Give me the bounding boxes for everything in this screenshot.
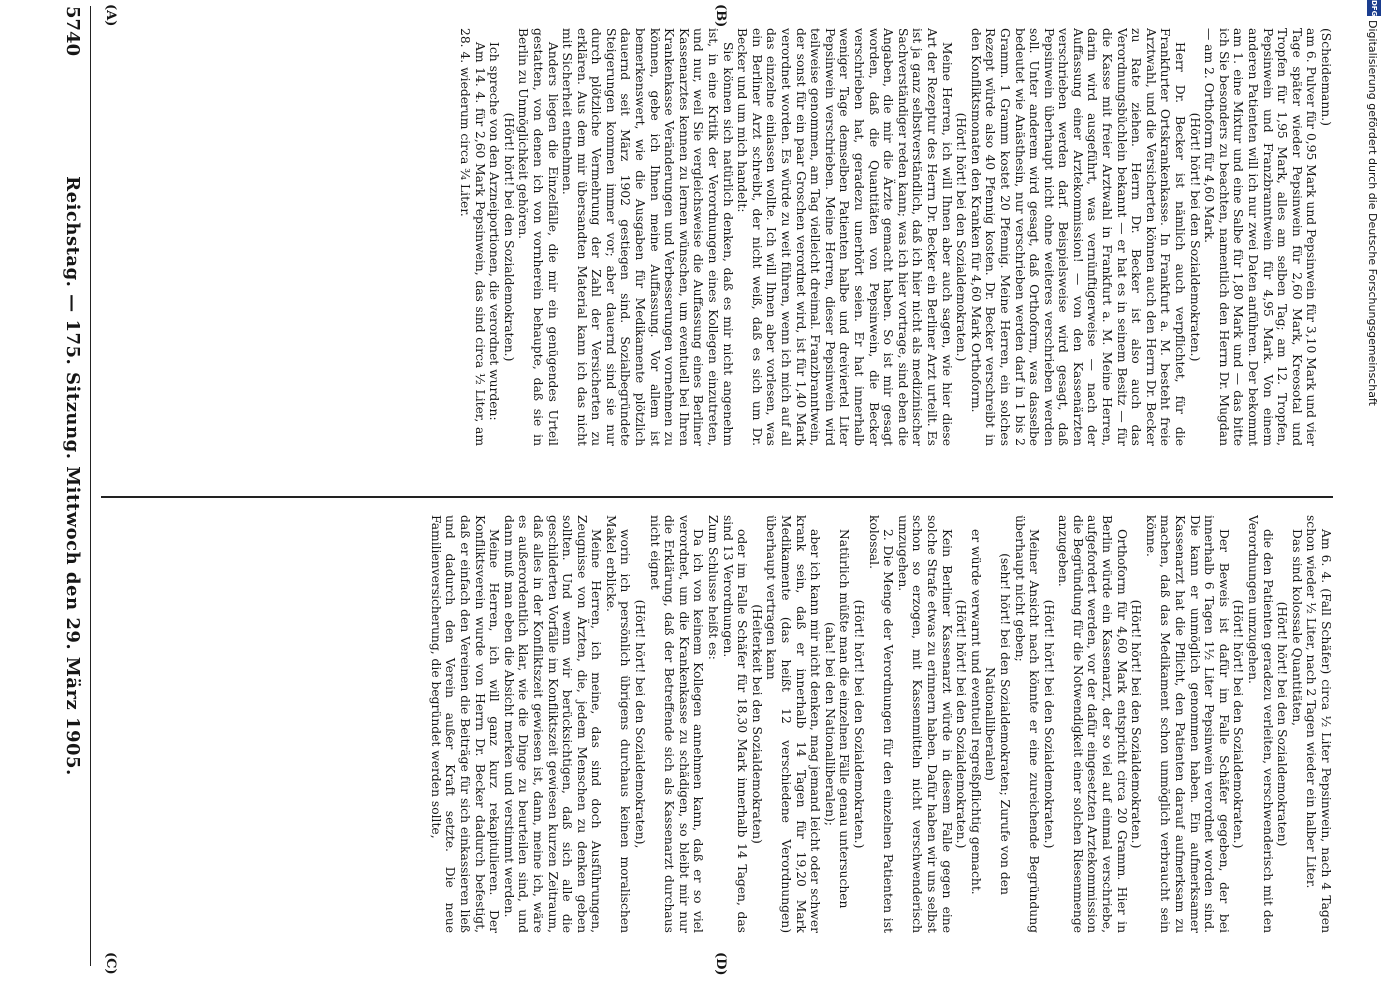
left-text-column bbox=[103, 28, 1333, 446]
body-paragraph: Natürlich müßte man die einzelnen Fälle genau untersuchen bbox=[837, 529, 852, 909]
body-paragraph: Anders liegen die Einzelfälle, die mir ein genügendes Urteil gestatten, von denen ich von vornherein behaupte, daß sie in Berlin zu Unmöglichkeit gehören. bbox=[516, 28, 560, 446]
margin-mark-b: (B) bbox=[713, 4, 728, 28]
body-paragraph: Meiner Ansicht nach könnte er eine zureichende Begründung überhaupt nicht geben; bbox=[1012, 515, 1042, 933]
body-paragraph: Am 6. 4. (Fall Schäfer) circa ½ Liter Pepsinwein, nach 4 Tagen schon wieder ½ Liter, nach 2 Tagen wieder ein halber Liter. bbox=[1304, 515, 1333, 933]
body-paragraph: Sie können sich natürlich denken, daß es mir nicht angenehm ist, in eine Kritik der Verordnungen eines Kollegen einzutreten, und nur, weil Sie vergleichsweise die Auffassung eines Berliner Kassenarztes kennen zu lernen wünschen, um eventuell bei Ihren Krankenkasse Veränderungen und Verbesserungen vornehmen zu können, gebe ich Ihnen meine Auffassung. Vor allem ist bemerkenswert, wie die Ausgaben für Medikamente plötzlich dauernd seit März 1902 gestiegen sind. Sozialbegründete Steigerungen kommen immer vor; aber dauernd sind sie nur durch plötzliche Vermehrung der Zahl der Versicherten zu erklären. Aus dem mir übersandten Material kann ich das nicht mit Sicherheit entnehmen. bbox=[560, 28, 735, 446]
body-paragraph: Zum Schlusse heißt es: bbox=[706, 515, 721, 660]
interjection-paragraph: (Hört! hört! bei den Sozialdemokraten.) bbox=[852, 599, 866, 849]
interjection-paragraph: (Hört! hört! bei den Sozialdemokraten) bbox=[1275, 601, 1290, 847]
body-paragraph: Meine Herren, ich will ganz kurz rekapitulieren. Der Konfliktsverein wurde von Herrn Dr. Becker dadurch befestigt, daß er einfach den Vereinen die Beiträge für sich einkassieren ließ und dadurch den Verein außer Kraft setzte. Die neue Familienversicherung, die begründet werden sollte, bbox=[428, 515, 502, 933]
header-rule bbox=[90, 6, 91, 966]
interjection-paragraph: (Hört! hört! bei den Sozialdemokraten.) bbox=[954, 112, 969, 362]
right-text-column bbox=[103, 515, 1333, 933]
digitization-credit: Digitalisierung gefördert durch die Deutsche Forschungsgemeinschaft bbox=[1366, 20, 1379, 406]
body-paragraph: (Scheidemann.) bbox=[1319, 28, 1333, 126]
margin-mark-a: (A) bbox=[103, 4, 118, 27]
body-paragraph: 2. Die Menge der Verordnungen für den einzelnen Patienten ist kolossal. bbox=[866, 515, 896, 933]
body-paragraph: die den Patienten geradezu verleiten, verschwenderisch mit den Verordnungen umzugehen. bbox=[1246, 515, 1275, 933]
interjection-paragraph: (Hört! hört! bei den Sozialdemokraten.) bbox=[501, 112, 516, 362]
body-paragraph: oder im Falle Schäfer für 18,30 Mark innerhalb 14 Tagen, das sind 13 Verordnungen. bbox=[720, 515, 750, 933]
page-title: Reichstag. — 175. Sitzung. Mittwoch den 29. März 1905. bbox=[62, 176, 83, 776]
body-paragraph: Da ich von keinem Kollegen annehmen kann, daß er so viel verordnet, um die Krankenkasse zu schädigen, so bleibt mir nur die Erklärung, daß der Betreffende sich als Kassenarzt durchaus nicht eignet bbox=[647, 515, 706, 933]
body-paragraph: Der Beweis ist dafür im Falle Schäfer gegeben, der bei innerhalb 6 Tagen 1½ Liter Pepsinwein verordnet worden sind. Die kann er unmöglich genommen haben. Ein aufmerksamer Kassenarzt hat die Pflicht, den Patienten darauf aufmerksam zu machen, daß das Medikament schon unmöglich verbraucht sein könne. bbox=[1143, 515, 1231, 933]
body-paragraph: aber ich kann mir nicht denken, mag jemand leicht oder schwer krank sein, daß er innerhalb 14 Tagen für 19,20 Mark Medikamente (das heißt 12 verschiedene Verordnungen) überhaupt vertragen kann bbox=[764, 515, 823, 933]
body-paragraph: Meine Herren, ich will Ihnen aber auch sagen, wie hier diese Art der Rezeptur des Herrn Dr. Becker ein Berliner Arzt urteilt. Es ist ja ganz selbstverständlich, daß ich hier nicht als medizinischer Sachverständiger reden kann; was ich hier vortrage, sind eben die Angaben, die mir die Ärzte gemacht haben. So ist mir gesagt worden, daß die Quantitäten von Pepsinwein, die Becker verschrieben hat, geradezu unerhört seien. Er hat innerhalb weniger Tage demselben Patienten halbe und dreiviertel Liter Pepsinwein verschrieben. Meine Herren, dieser Pepsinwein wird teilweise genommen, am Tag vielleicht dreimal. Franzbranntwein, der sonst für ein paar Groschen verordnet wird, ist für 1,40 Mark verordnet worden. Es würde zu weit führen, wenn ich mich auf all das einzelne einlassen wollte. Ich will Ihnen aber vorlesen, was ein Berliner Arzt schreibt, der nicht weiß, daß es sich um Dr. Becker und um mich handelt: bbox=[735, 28, 954, 446]
body-paragraph: er würde verwarnt und eventuell regreßpflichtig gemacht. bbox=[968, 529, 983, 895]
body-paragraph: am 6. Pulver für 0,95 Mark und Pepsinwein für 3,10 Mark und vier Tage später wieder Pepsinwein für 2,60 Mark, Kreosotal und Tropfen für 1,95 Mark, alles am selben Tag; am 12. Tropfen, Pepsinwein und Franzbranntwein für 4,95 Mark. Von einem anderen Patienten will ich nur zwei Daten anführen. Der bekommt am 1. eine Mixtur und eine Salbe für 1,80 Mark und — das bitte ich Sie besonders zu beachten, namentlich den Herrn Dr. Mugdan — am 2. Orthoform für 4,60 Mark. bbox=[1202, 28, 1319, 446]
margin-mark-c: (C) bbox=[103, 952, 118, 975]
interjection-paragraph: (Heiterkeit bei den Sozialdemokraten) bbox=[749, 604, 764, 844]
interjection-paragraph: (Hört! hört! bei den Sozialdemokraten.) bbox=[1129, 599, 1144, 849]
body-paragraph: Kein Berliner Kassenarzt würde in diesem Falle gegen eine solche Strafe etwas zu erinnern haben. Dafür haben wir uns selbst schon so erzogen, mit Kassenmitteln nicht verschwenderisch umzugehen. bbox=[895, 515, 954, 933]
dfg-logo: DFG bbox=[1367, 0, 1381, 16]
interjection-paragraph: (Hört! hört! bei den Sozialdemokraten.) bbox=[1187, 112, 1202, 362]
body-paragraph: Ich spreche von den Arzneiportionen, die verordnet wurden: bbox=[487, 42, 502, 421]
interjection-paragraph: (Hört! hört! bei den Sozialdemokraten.) bbox=[1041, 599, 1056, 849]
interjection-paragraph: (Hört! hört! bei den Sozialdemokraten), bbox=[633, 599, 648, 849]
column-divider bbox=[101, 496, 1333, 498]
page-number: 5740 bbox=[62, 6, 83, 57]
body-paragraph: Am 14. 4. für 2,60 Mark Pepsinwein, das sind circa ½ Liter, am 28. 4. wiederum circa ¾ Liter. bbox=[457, 28, 487, 446]
interjection-paragraph: (Hört! hört! bei den Sozialdemokraten.) bbox=[1231, 599, 1246, 849]
digitization-footer bbox=[1359, 0, 1383, 1000]
body-paragraph: worin ich persönlich übrigens durchaus keinen moralischen Makel erblicke. bbox=[603, 515, 633, 933]
interjection-paragraph: (sehr! hört! bei den Sozialdemokraten; Zurufe von den Nationalliberalen) bbox=[983, 553, 1012, 895]
interjection-paragraph: (Hört! hört! bei den Sozialdemokraten.) bbox=[954, 599, 969, 849]
body-paragraph: Das sind kolossale Quantitäten, bbox=[1289, 529, 1304, 727]
body-paragraph: Meine Herren, ich meine, das sind doch Ausführungen, Zeugnisse von Ärzten, die, jedem Menschen zu denken geben sollten. Und wenn wir berücksichtigen, daß sich alle die geschilderten Vorfälle im Konfliktszeit gewiesen kurzen Zeitraum, daß alles in der Konfliktszeit gewiesen ist, dann, meine ich, wäre es außerordentlich klar, wie die Dinge zu beurteilen sind, und dann muß man eben die Absicht merken und verstimmt werden. bbox=[501, 515, 604, 933]
interjection-paragraph: (aha! bei den Nationalliberalen); bbox=[822, 621, 837, 827]
body-paragraph: Orthoform für 4,60 Mark entspricht circa 20 Gramm. Hier in Berlin würde ein Kassenarzt, der so viel auf einmal verschriebe, aufgefordert werden, vor der dafür eingesetzten Arztekommission die Begründung für die Notwendigkeit einer solchen Riesenmenge anzugeben. bbox=[1056, 515, 1129, 933]
margin-mark-d: (D) bbox=[713, 952, 728, 976]
page-header bbox=[57, 6, 83, 971]
body-paragraph: Herr Dr. Becker ist nämlich auch verpflichtet, für die Frankfurter Ortskrankenkasse. In Frankfurt a. M. besteht freie Arztwahl, und die Versicherten können auch den Herrn Dr. Becker zu Rate ziehen. Herrn Dr. Becker ist also auch das Verordnungsbüchlein bekannt — er hat es in seinem Besitz — für die Kasse mit freier Arztwahl in Frankfurt a. M. Meine Herren, darin wird ausgeführt, was vernünftigerweise — nach der Auffassung einer Arztekommission! — von den Kassenärzten verschrieben werden darf. Beispielsweise wird gesagt, daß Pepsinwein überhaupt nicht ohne weiteres verschrieben werden soll. Unter anderem wird gesagt, daß Orthoform, was dasselbe bedeutet wie Anästhesin, nur verschrieben werden darf in 1 bis 2 Gramm. 1 Gramm kostet 20 Pfennig. Meine Herren, ein solches Rezept würde also 40 Pfennig kosten. Dr. Becker verschreibt in den Konfliktsmonaten den Kranken für 4,60 Mark Orthoform. bbox=[968, 28, 1188, 446]
